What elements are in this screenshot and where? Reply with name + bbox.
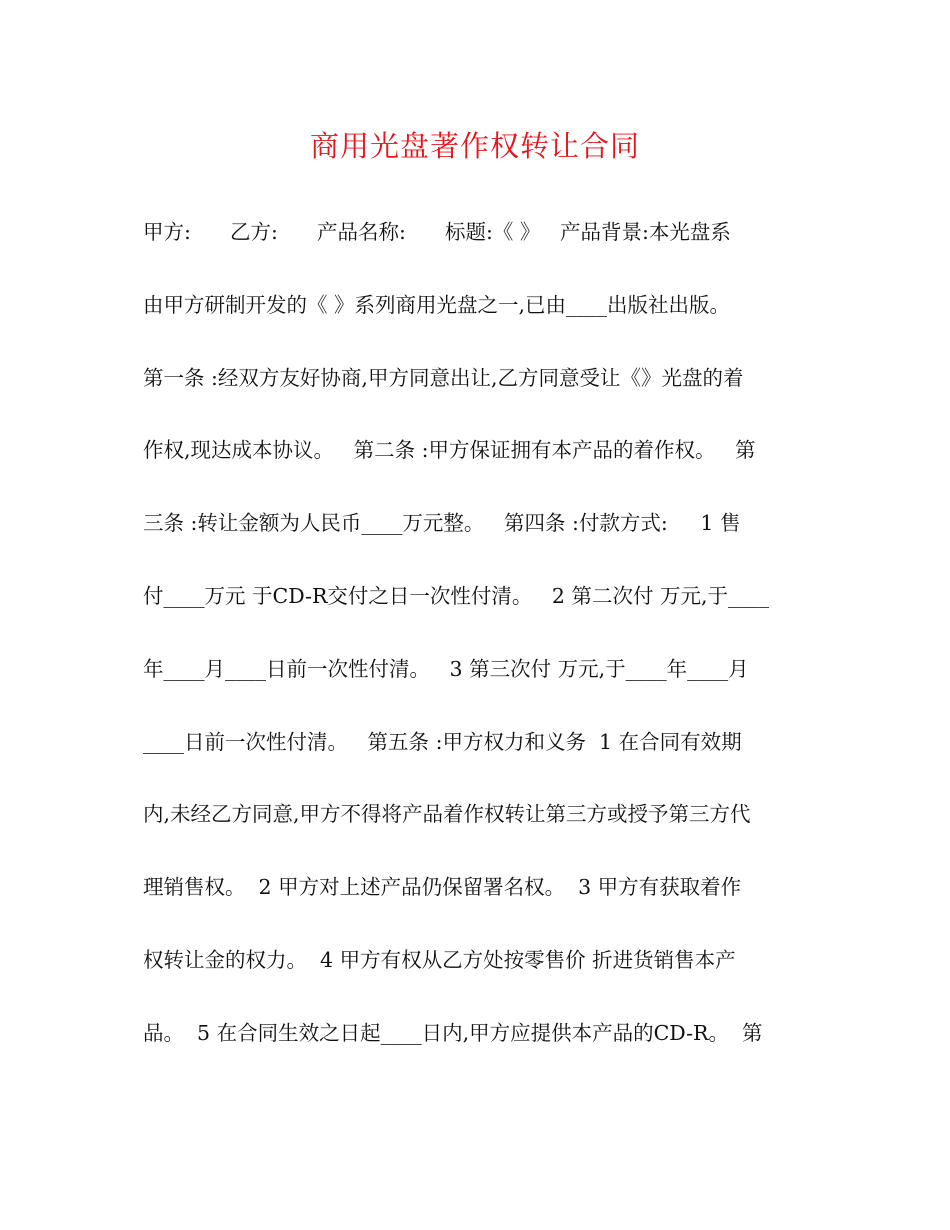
contract-line-10: 理销售权。 2 甲方对上述产品仍保留署名权。 3 甲方有获取着作	[143, 875, 742, 900]
contract-line-6: 付____万元 于CD-R交付之日一次性付清。 2 第二次付 万元,于____	[143, 583, 770, 608]
contract-line-3: 第一条 :经双方友好协商,甲方同意出让,乙方同意受让《》光盘的着	[143, 365, 744, 390]
contract-line-1: 甲方: 乙方: 产品名称: 标题:《 》 产品背景:本光盘系	[143, 220, 731, 244]
document-title: 商用光盘著作权转让合同	[309, 129, 640, 163]
contract-body	[143, 212, 803, 1086]
contract-line-9: 内,未经乙方同意,甲方不得将产品着作权转让第三方或授予第三方代	[143, 802, 751, 827]
contract-line-4: 作权,现达成本协议。 第二条 :甲方保证拥有本产品的着作权。 第	[143, 438, 756, 463]
contract-line-7: 年____月____日前一次性付清。 3 第三次付 万元,于____年____月	[143, 656, 749, 681]
contract-line-5: 三条 :转让金额为人民币____万元整。 第四条 :付款方式: 1 售	[143, 511, 741, 536]
contract-line-11: 权转让金的权力。 4 甲方有权从乙方处按零售价 折进货销售本产	[143, 947, 736, 972]
contract-line-2: 由甲方研制开发的《 》系列商用光盘之一,已由____出版社出版。	[143, 292, 731, 317]
contract-line-8: ____日前一次性付清。 第五条 :甲方权力和义务 1 在合同有效期	[143, 729, 742, 754]
contract-line-12: 品。 5 在合同生效之日起____日内,甲方应提供本产品的CD-R。 第	[143, 1020, 763, 1045]
